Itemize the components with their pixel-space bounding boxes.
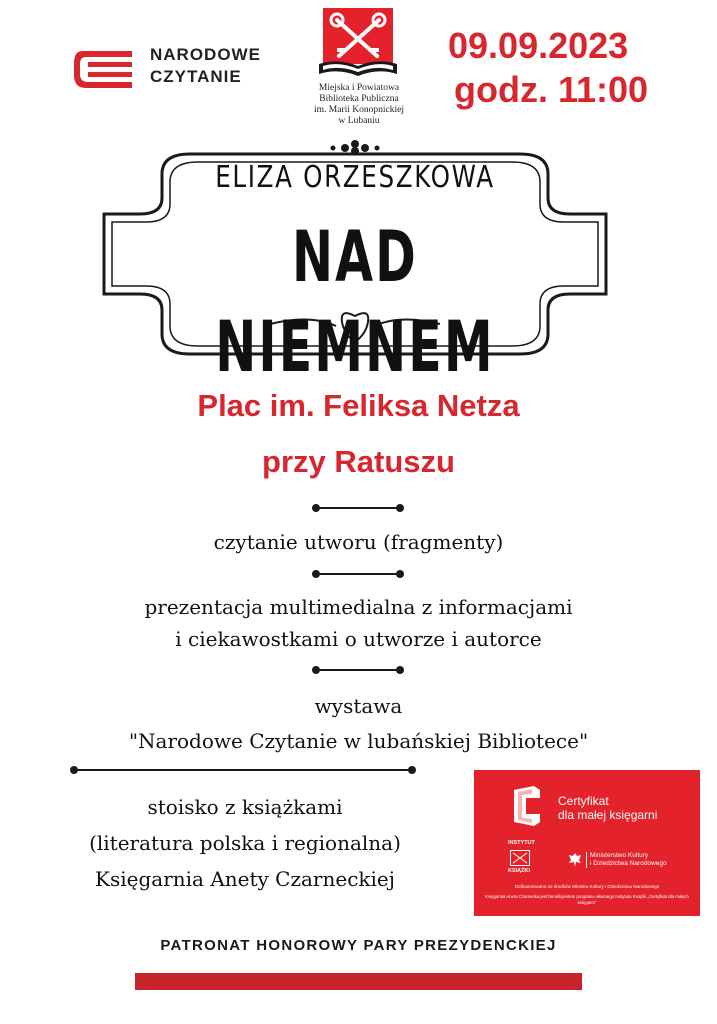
cofunding-note: Dofinansowano ze środków Ministra Kultury i Dziedzictwa Narodowego — [514, 884, 660, 889]
book-icon — [72, 48, 136, 88]
divider — [310, 502, 406, 514]
certificate-title-line1: Certyfikat — [558, 794, 609, 808]
certificate-c-logo-icon — [510, 784, 544, 828]
library-name-line3: im. Marii Konopnickiej — [314, 105, 404, 115]
location-line2: przy Ratuszu — [262, 444, 455, 479]
campaign-logo-text — [150, 44, 261, 88]
crossed-keys-book-icon — [317, 8, 399, 84]
institute-logo — [508, 840, 536, 846]
institute-box-icon — [510, 850, 530, 866]
book-author: ELIZA ORZESZKOWA — [215, 160, 495, 195]
location-line1: Plac im. Feliksa Netza — [197, 388, 520, 423]
event-time: godz. 11:00 — [454, 69, 649, 110]
program-item-bookstall-line2: (literatura polska i regionalna) — [89, 831, 401, 855]
divider — [310, 568, 406, 580]
library-name — [285, 83, 433, 127]
certificate-badge — [474, 770, 700, 916]
program-item-presentation-line2: i ciekawostkami o utworze i autorce — [175, 627, 542, 651]
program-item-bookstall-line3: Księgarnia Anety Czarneckiej — [95, 867, 395, 891]
campaign-line2: CZYTANIE — [150, 67, 242, 86]
patronage-text: PATRONAT HONOROWY PARY PREZYDENCKIEJ — [160, 937, 557, 954]
program-item-presentation-line1: prezentacja multimedialna z informacjami — [144, 595, 573, 619]
ministry-line2: i Dziedzictwa Narodowego — [590, 860, 667, 867]
event-date: 09.09.2023 — [448, 25, 629, 66]
eagle-emblem-icon — [568, 852, 582, 868]
ministry-line1: Ministerstwo Kultury — [590, 852, 649, 859]
institute-line2: KSIĄŻKI — [508, 868, 530, 874]
program-item-exhibition-line1: wystawa — [314, 694, 403, 718]
program-item-bookstall-line1: stoisko z książkami — [147, 795, 343, 819]
program-item-exhibition-line2: "Narodowe Czytanie w lubańskiej Bibliotece" — [128, 729, 589, 753]
institute-line1: INSTYTUT — [508, 840, 535, 846]
divider — [310, 664, 406, 676]
library-name-line1: Miejska i Powiatowa — [318, 83, 400, 93]
book-title: NAD NIEMNEM — [215, 216, 495, 388]
program-item-reading: czytanie utworu (fragmenty) — [213, 530, 504, 554]
library-name-line4: w Lubaniu — [338, 116, 380, 126]
beneficiary-note: Księgarnia Aneta Czarnecka jest beneficjentem programu własnego Instytutu Książki „Certyfikat dla małych księgarni” — [485, 894, 689, 905]
bottom-bar — [135, 973, 582, 990]
divider — [68, 764, 418, 776]
campaign-line1: NARODOWE — [150, 45, 261, 64]
ministry-name — [586, 852, 667, 868]
certificate-title — [558, 794, 657, 822]
library-name-line2: Biblioteka Publiczna — [319, 94, 399, 104]
certificate-title-line2: dla małej księgarni — [558, 808, 658, 822]
